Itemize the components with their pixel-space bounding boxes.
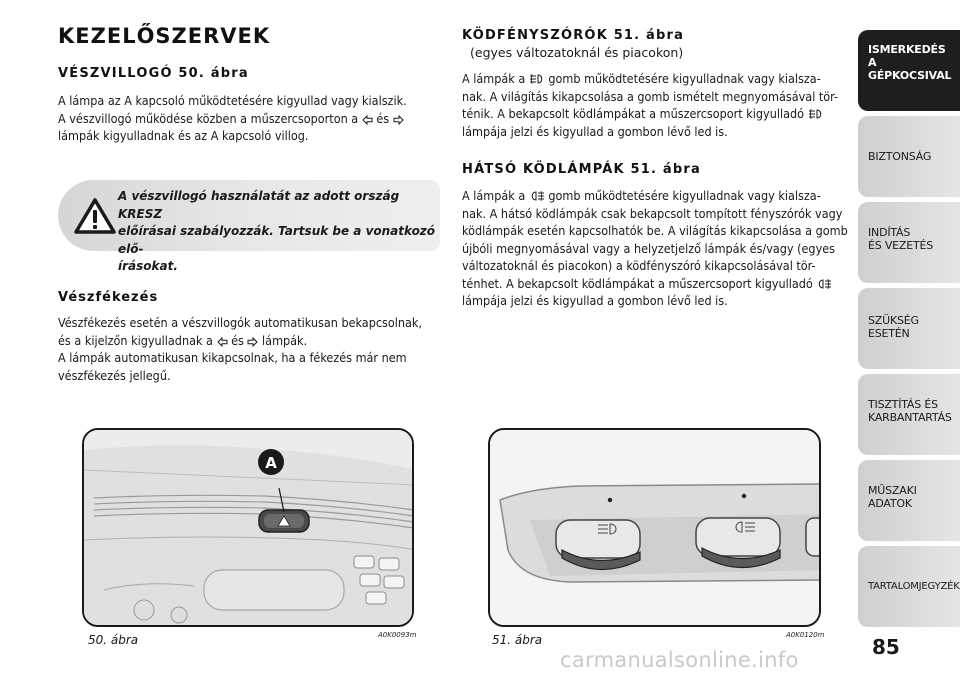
hazard-text-line-3: lámpák kigyulladnak és az A kapcsoló villog. [58, 128, 309, 143]
figure-51-fog-switch-illustration [488, 428, 821, 627]
hazard-switch-illustration [84, 430, 414, 627]
rear-fog-heading: HÁTSÓ KÖDLÁMPÁK 51. ábra [462, 162, 701, 177]
front-fog-subheading: (egyes változatoknál és piacokon) [470, 45, 684, 60]
emergency-text: Vészfékezés esetén a vészvillogók automatikusan bekapcsolnak, és a kijelzőn kigyulladnak a és lámpák. A lámpák automatikusan kikapcsolnak, ha a fékezés már nem vészfékezés jellegű. [58, 315, 422, 383]
figure-51-code: A0K0120m [786, 631, 825, 639]
sidebar-tab-contents[interactable]: TARTALOMJEGYZÉK [858, 546, 960, 627]
sidebar-tab-maintenance[interactable]: TISZTÍTÁS ÉS KARBANTARTÁS [858, 374, 960, 455]
turn-left-arrow-icon [217, 337, 228, 347]
page-title: KEZELŐSZERVEK [58, 24, 271, 48]
turn-right-arrow-icon [247, 337, 258, 347]
front-fog-heading: KÖDFÉNYSZÓRÓK 51. ábra [462, 28, 685, 43]
hazard-text-line-2: A vészvillogó működése közben a műszercsoporton a és [58, 110, 442, 128]
figure-50-code: A0K0093m [378, 631, 417, 639]
rear-fog-text: A lámpák a gomb működtetésére kigyulladnak vagy kialsza- nak. A hátsó ködlámpák csak bekapcsolt tompított fényszórók vagy ködlámpák esetén kapcsolhatók be. A világítás kikapcsolása a gomb újbóli megnyomásával vagy a helyzetjelző lámpák és/vagy (egyes változatoknál és piacokon) a ködfényszóró kikapcsolásával tör- ténhet. A bekapcsolt ködlámpákat a műszercsoport kigyulladó lámpája jelzi és kigyullad a gombon lévő led is. [462, 188, 848, 308]
figure-50-dashboard-illustration [82, 428, 414, 627]
sidebar-tab-technical-data[interactable]: MŰSZAKI ADATOK [858, 460, 960, 541]
hazard-text [58, 92, 442, 145]
sidebar-tab-getting-started[interactable]: ISMERKEDÉS A GÉPKOCSIVAL [858, 30, 960, 111]
fog-switches-illustration [490, 430, 821, 627]
turn-left-arrow-icon [362, 115, 373, 125]
front-fog-text: A lámpák a gomb működtetésére kigyulladnak vagy kialsza- nak. A világítás kikapcsolása a gomb ismételt megnyomásával tör- ténik. A bekapcsolt ködlámpákat a műszercsoport kigyulladó lámpája jelzi és kigyullad a gombon lévő led is. [462, 71, 839, 139]
rear-fog-lamp-icon [816, 278, 832, 290]
figure-51-caption: 51. ábra [492, 633, 543, 647]
sidebar-tab-emergency[interactable]: SZÜKSÉG ESETÉN [858, 288, 960, 369]
figure-50-caption: 50. ábra [88, 633, 139, 647]
hazard-heading: VÉSZVILLOGÓ 50. ábra [58, 66, 249, 81]
front-fog-lamp-icon [529, 73, 545, 85]
callout-a-label: A [265, 454, 277, 472]
emergency-heading: Vészfékezés [58, 290, 159, 305]
warning-triangle-icon [70, 191, 120, 241]
sidebar-tab-safety[interactable]: BIZTONSÁG [858, 116, 960, 197]
warning-box [58, 180, 440, 273]
rear-fog-lamp-icon [529, 190, 545, 202]
turn-right-arrow-icon [393, 115, 404, 125]
front-fog-lamp-icon [808, 108, 824, 120]
sidebar-tab-starting-driving[interactable]: INDÍTÁS ÉS VEZETÉS [858, 202, 960, 283]
page-number: 85 [872, 635, 900, 659]
hazard-text-line-1: A lámpa az A kapcsoló működtetésére kigyullad vagy kialszik. [58, 93, 407, 108]
chapter-sidebar [858, 30, 960, 625]
watermark: carmanualsonline.info [560, 648, 799, 672]
warning-text: A vészvillogó használatát az adott ország KRESZ előírásai szabályozzák. Tartsuk be a vonatkozó elő- írásokat. [118, 189, 436, 273]
